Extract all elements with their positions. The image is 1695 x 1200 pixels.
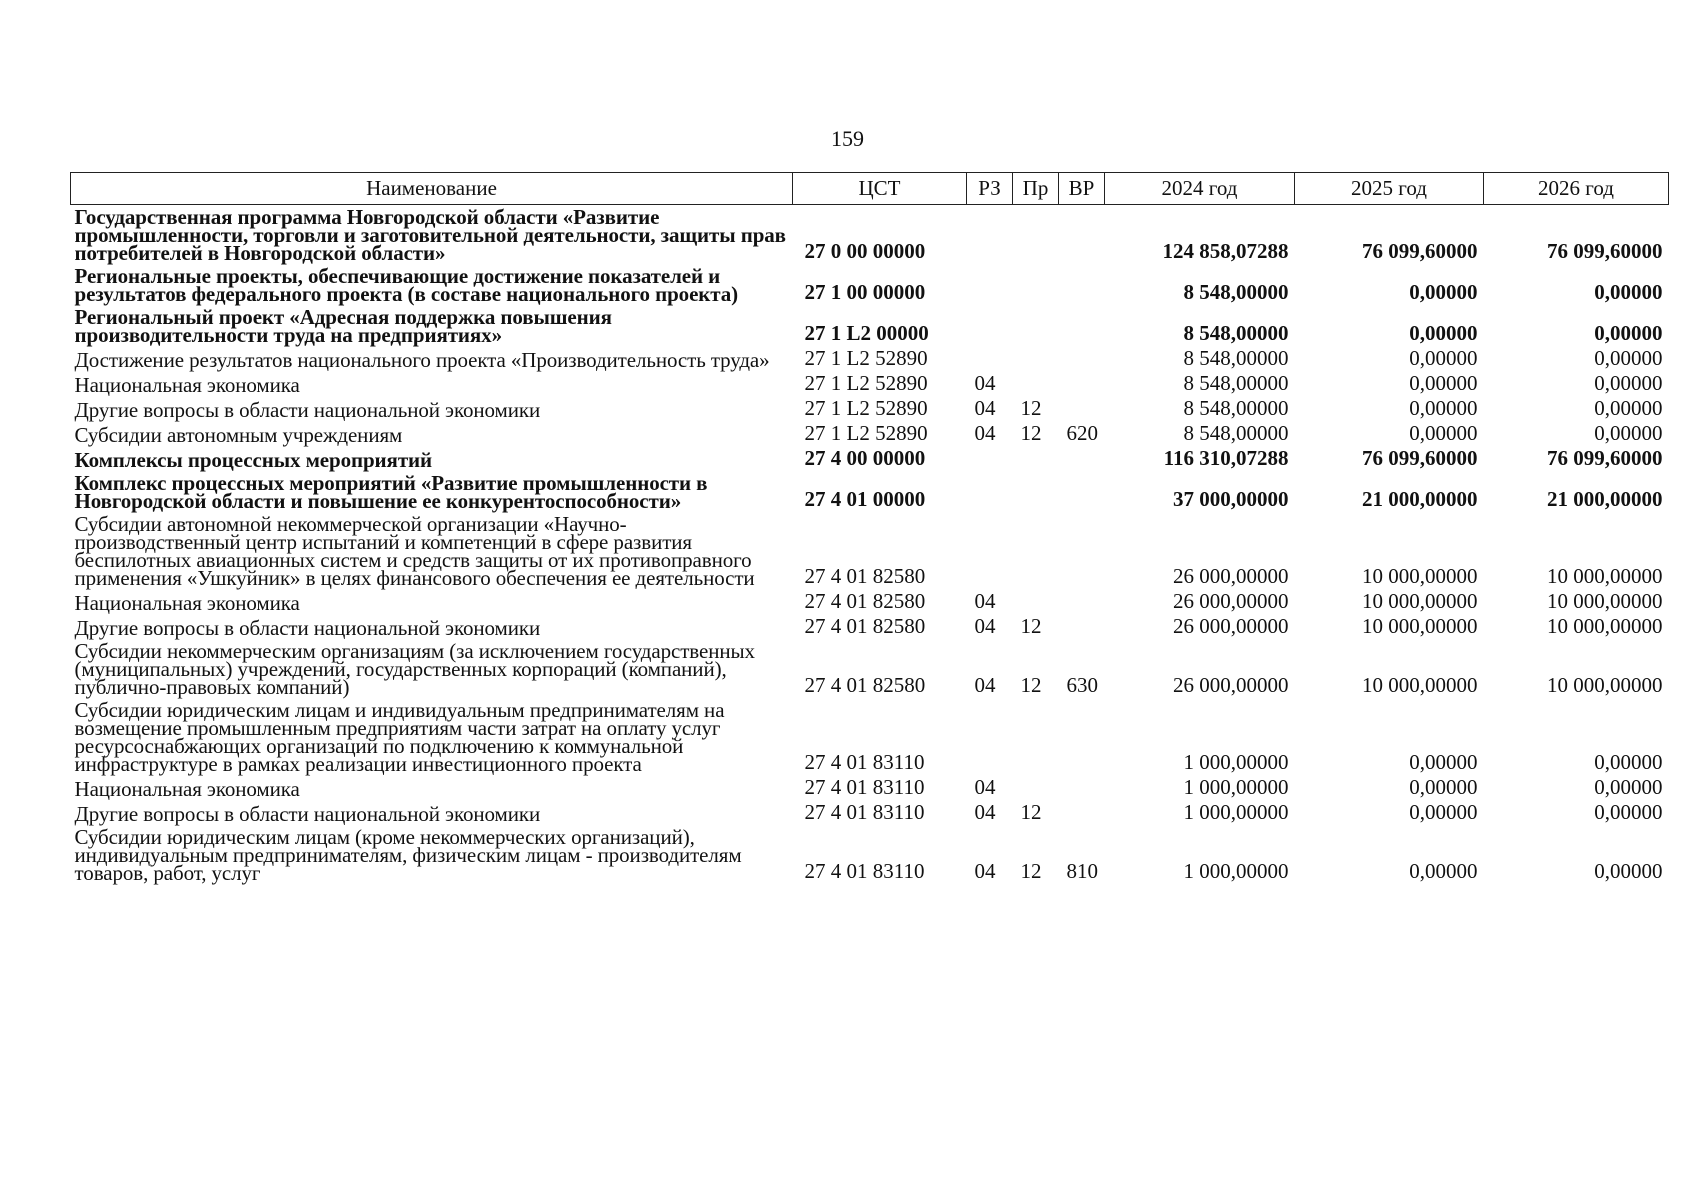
row-rz: 04 bbox=[974, 775, 996, 799]
row-amount-2025: 0,00000 bbox=[1409, 321, 1478, 345]
header-vr: ВР bbox=[1059, 173, 1105, 205]
row-vr bbox=[1059, 371, 1105, 396]
row-amount-2025: 76 099,60000 bbox=[1362, 239, 1478, 263]
row-amount-2026: 10 000,00000 bbox=[1547, 614, 1663, 638]
row-amount-2025: 0,00000 bbox=[1409, 280, 1478, 304]
table-row bbox=[71, 471, 1669, 512]
row-pr bbox=[1013, 205, 1059, 265]
budget-table bbox=[70, 172, 1669, 884]
row-amount-2025: 0,00000 bbox=[1409, 346, 1478, 370]
row-pr: 12 bbox=[1020, 673, 1042, 697]
row-cst: 27 1 L2 52890 bbox=[804, 396, 928, 420]
table-row bbox=[71, 512, 1669, 589]
row-name: Комплексы процессных мероприятий bbox=[74, 448, 433, 472]
row-amount-2026: 0,00000 bbox=[1594, 321, 1663, 345]
row-amount-2026: 0,00000 bbox=[1594, 421, 1663, 445]
header-name: Наименование bbox=[71, 173, 793, 205]
row-name: Региональный проект «Адресная поддержка повышения производительности труда на предприятиях» bbox=[74, 305, 612, 347]
row-rz bbox=[967, 446, 1013, 471]
table-row bbox=[71, 305, 1669, 346]
row-pr bbox=[1013, 305, 1059, 346]
row-vr bbox=[1059, 346, 1105, 371]
row-cst: 27 0 00 00000 bbox=[804, 239, 926, 263]
row-cst: 27 4 00 00000 bbox=[804, 446, 926, 470]
row-amount-2026: 76 099,60000 bbox=[1547, 239, 1663, 263]
row-amount-2026: 10 000,00000 bbox=[1547, 564, 1663, 588]
table-header-row bbox=[71, 173, 1669, 205]
table-row bbox=[71, 589, 1669, 614]
row-amount-2024: 8 548,00000 bbox=[1183, 396, 1289, 420]
table-row bbox=[71, 205, 1669, 265]
row-amount-2025: 0,00000 bbox=[1409, 750, 1478, 774]
row-name: Государственная программа Новгородской области «Развитие промышленности, торговли и заготовительной деятельности, защиты прав потребителей в Новгородской области» bbox=[74, 205, 786, 265]
row-name: Другие вопросы в области национальной экономики bbox=[74, 398, 541, 422]
row-cst: 27 4 01 83110 bbox=[804, 750, 925, 774]
row-name: Национальная экономика bbox=[74, 777, 300, 801]
row-rz: 04 bbox=[974, 673, 996, 697]
row-amount-2025: 21 000,00000 bbox=[1362, 487, 1478, 511]
row-vr bbox=[1059, 305, 1105, 346]
row-name: Национальная экономика bbox=[74, 373, 300, 397]
row-pr bbox=[1013, 775, 1059, 800]
row-pr bbox=[1013, 264, 1059, 305]
row-vr bbox=[1059, 471, 1105, 512]
row-cst: 27 1 L2 52890 bbox=[804, 346, 928, 370]
row-amount-2024: 26 000,00000 bbox=[1173, 673, 1289, 697]
row-rz bbox=[967, 346, 1013, 371]
row-cst: 27 1 00 00000 bbox=[804, 280, 926, 304]
row-amount-2025: 10 000,00000 bbox=[1362, 673, 1478, 697]
table-row bbox=[71, 775, 1669, 800]
row-pr bbox=[1013, 471, 1059, 512]
row-rz: 04 bbox=[974, 614, 996, 638]
row-amount-2025: 10 000,00000 bbox=[1362, 564, 1478, 588]
row-amount-2024: 26 000,00000 bbox=[1173, 589, 1289, 613]
table-row bbox=[71, 639, 1669, 698]
table-body bbox=[71, 205, 1669, 885]
row-pr bbox=[1013, 446, 1059, 471]
row-amount-2026: 0,00000 bbox=[1594, 750, 1663, 774]
row-rz bbox=[967, 264, 1013, 305]
row-name: Другие вопросы в области национальной экономики bbox=[74, 802, 541, 826]
row-amount-2024: 8 548,00000 bbox=[1183, 421, 1289, 445]
row-pr bbox=[1013, 512, 1059, 589]
page-number: 159 bbox=[831, 126, 864, 151]
row-amount-2026: 0,00000 bbox=[1594, 371, 1663, 395]
row-amount-2026: 0,00000 bbox=[1594, 775, 1663, 799]
row-vr: 630 bbox=[1066, 673, 1098, 697]
row-amount-2026: 0,00000 bbox=[1594, 280, 1663, 304]
header-2026: 2026 год bbox=[1484, 173, 1669, 205]
row-amount-2026: 10 000,00000 bbox=[1547, 673, 1663, 697]
row-pr: 12 bbox=[1020, 421, 1042, 445]
row-amount-2026: 21 000,00000 bbox=[1547, 487, 1663, 511]
row-amount-2025: 10 000,00000 bbox=[1362, 589, 1478, 613]
row-name: Национальная экономика bbox=[74, 591, 300, 615]
row-cst: 27 4 01 82580 bbox=[804, 673, 926, 697]
row-cst: 27 4 01 83110 bbox=[804, 800, 925, 824]
row-amount-2026: 0,00000 bbox=[1594, 859, 1663, 883]
row-pr: 12 bbox=[1020, 859, 1042, 883]
row-vr bbox=[1059, 775, 1105, 800]
row-amount-2024: 8 548,00000 bbox=[1183, 280, 1289, 304]
row-vr bbox=[1059, 396, 1105, 421]
row-amount-2024: 26 000,00000 bbox=[1173, 614, 1289, 638]
row-amount-2025: 76 099,60000 bbox=[1362, 446, 1478, 470]
row-amount-2026: 76 099,60000 bbox=[1547, 446, 1663, 470]
row-vr: 620 bbox=[1066, 421, 1098, 445]
row-rz: 04 bbox=[974, 859, 996, 883]
row-name: Субсидии автономным учреждениям bbox=[74, 423, 403, 447]
table-row bbox=[71, 446, 1669, 471]
row-pr bbox=[1013, 589, 1059, 614]
row-name: Комплекс процессных мероприятий «Развитие промышленности в Новгородской области и повышение ее конкурентоспособности» bbox=[74, 471, 708, 513]
row-cst: 27 4 01 83110 bbox=[804, 859, 925, 883]
header-2025: 2025 год bbox=[1295, 173, 1484, 205]
row-amount-2026: 0,00000 bbox=[1594, 396, 1663, 420]
row-amount-2025: 0,00000 bbox=[1409, 859, 1478, 883]
row-amount-2026: 0,00000 bbox=[1594, 800, 1663, 824]
row-rz bbox=[967, 698, 1013, 775]
row-rz: 04 bbox=[974, 371, 996, 395]
table-row bbox=[71, 371, 1669, 396]
row-rz: 04 bbox=[974, 421, 996, 445]
row-amount-2024: 1 000,00000 bbox=[1183, 750, 1289, 774]
row-cst: 27 4 01 82580 bbox=[804, 564, 926, 588]
table-row bbox=[71, 396, 1669, 421]
row-amount-2024: 26 000,00000 bbox=[1173, 564, 1289, 588]
row-cst: 27 4 01 00000 bbox=[804, 487, 926, 511]
row-name: Другие вопросы в области национальной экономики bbox=[74, 616, 541, 640]
row-cst: 27 4 01 83110 bbox=[804, 775, 925, 799]
row-vr bbox=[1059, 589, 1105, 614]
row-amount-2024: 1 000,00000 bbox=[1183, 775, 1289, 799]
header-2024: 2024 год bbox=[1105, 173, 1295, 205]
row-pr bbox=[1013, 698, 1059, 775]
row-pr: 12 bbox=[1020, 614, 1042, 638]
row-name: Региональные проекты, обеспечивающие достижение показателей и результатов федерального проекта (в составе национального проекта) bbox=[74, 264, 739, 306]
table-row bbox=[71, 346, 1669, 371]
row-amount-2025: 10 000,00000 bbox=[1362, 614, 1478, 638]
row-amount-2025: 0,00000 bbox=[1409, 421, 1478, 445]
header-pr: Пр bbox=[1013, 173, 1059, 205]
row-vr bbox=[1059, 800, 1105, 825]
row-pr: 12 bbox=[1020, 800, 1042, 824]
row-rz: 04 bbox=[974, 800, 996, 824]
row-amount-2026: 0,00000 bbox=[1594, 346, 1663, 370]
row-amount-2025: 0,00000 bbox=[1409, 371, 1478, 395]
table-row bbox=[71, 421, 1669, 446]
row-pr: 12 bbox=[1020, 396, 1042, 420]
row-rz: 04 bbox=[974, 589, 996, 613]
row-name: Достижение результатов национального проекта «Производительность труда» bbox=[74, 348, 770, 372]
row-amount-2024: 8 548,00000 bbox=[1183, 321, 1289, 345]
row-rz bbox=[967, 512, 1013, 589]
table-row bbox=[71, 825, 1669, 884]
row-amount-2025: 0,00000 bbox=[1409, 800, 1478, 824]
table-row bbox=[71, 264, 1669, 305]
row-pr bbox=[1013, 371, 1059, 396]
header-cst: ЦСТ bbox=[793, 173, 967, 205]
row-cst: 27 4 01 82580 bbox=[804, 614, 926, 638]
table-row bbox=[71, 800, 1669, 825]
row-cst: 27 1 L2 52890 bbox=[804, 421, 928, 445]
row-amount-2025: 0,00000 bbox=[1409, 775, 1478, 799]
row-name: Субсидии некоммерческим организациям (за исключением государственных (муниципальных) учреждений, государственных корпораций (компаний), публично-правовых компаний) bbox=[74, 639, 755, 699]
row-vr bbox=[1059, 205, 1105, 265]
row-vr bbox=[1059, 446, 1105, 471]
row-rz: 04 bbox=[974, 396, 996, 420]
row-pr bbox=[1013, 346, 1059, 371]
row-rz bbox=[967, 205, 1013, 265]
row-vr bbox=[1059, 614, 1105, 639]
row-cst: 27 1 L2 00000 bbox=[804, 321, 929, 345]
row-name: Субсидии автономной некоммерческой организации «Научно-производственный центр испытаний и компетенций в сфере развития беспилотных авиационных систем и средств защиты от их противоправного применения «Ушкуйник» в целях финансового обеспечения ее деятельности bbox=[74, 512, 755, 590]
row-name: Субсидии юридическим лицам и индивидуальным предпринимателям на возмещение промышленным предприятиям части затрат на оплату услуг ресурсоснабжающих организаций по подключению к коммунальной инфраструктуре в рамках реализации инвестиционного проекта bbox=[74, 698, 725, 776]
row-amount-2024: 8 548,00000 bbox=[1183, 346, 1289, 370]
row-amount-2024: 1 000,00000 bbox=[1183, 859, 1289, 883]
header-rz: РЗ bbox=[967, 173, 1013, 205]
row-vr bbox=[1059, 698, 1105, 775]
row-amount-2024: 116 310,07288 bbox=[1163, 446, 1289, 470]
row-vr: 810 bbox=[1066, 859, 1098, 883]
table-row bbox=[71, 614, 1669, 639]
row-amount-2025: 0,00000 bbox=[1409, 396, 1478, 420]
row-amount-2024: 124 858,07288 bbox=[1162, 239, 1289, 263]
row-cst: 27 4 01 82580 bbox=[804, 589, 926, 613]
row-cst: 27 1 L2 52890 bbox=[804, 371, 928, 395]
row-rz bbox=[967, 471, 1013, 512]
row-amount-2024: 37 000,00000 bbox=[1173, 487, 1289, 511]
row-amount-2024: 1 000,00000 bbox=[1183, 800, 1289, 824]
row-amount-2026: 10 000,00000 bbox=[1547, 589, 1663, 613]
row-rz bbox=[967, 305, 1013, 346]
table-row bbox=[71, 698, 1669, 775]
row-name: Субсидии юридическим лицам (кроме некоммерческих организаций), индивидуальным предпринимателям, физическим лицам - производителям товаров, работ, услуг bbox=[74, 825, 742, 885]
row-vr bbox=[1059, 512, 1105, 589]
row-vr bbox=[1059, 264, 1105, 305]
row-amount-2024: 8 548,00000 bbox=[1183, 371, 1289, 395]
